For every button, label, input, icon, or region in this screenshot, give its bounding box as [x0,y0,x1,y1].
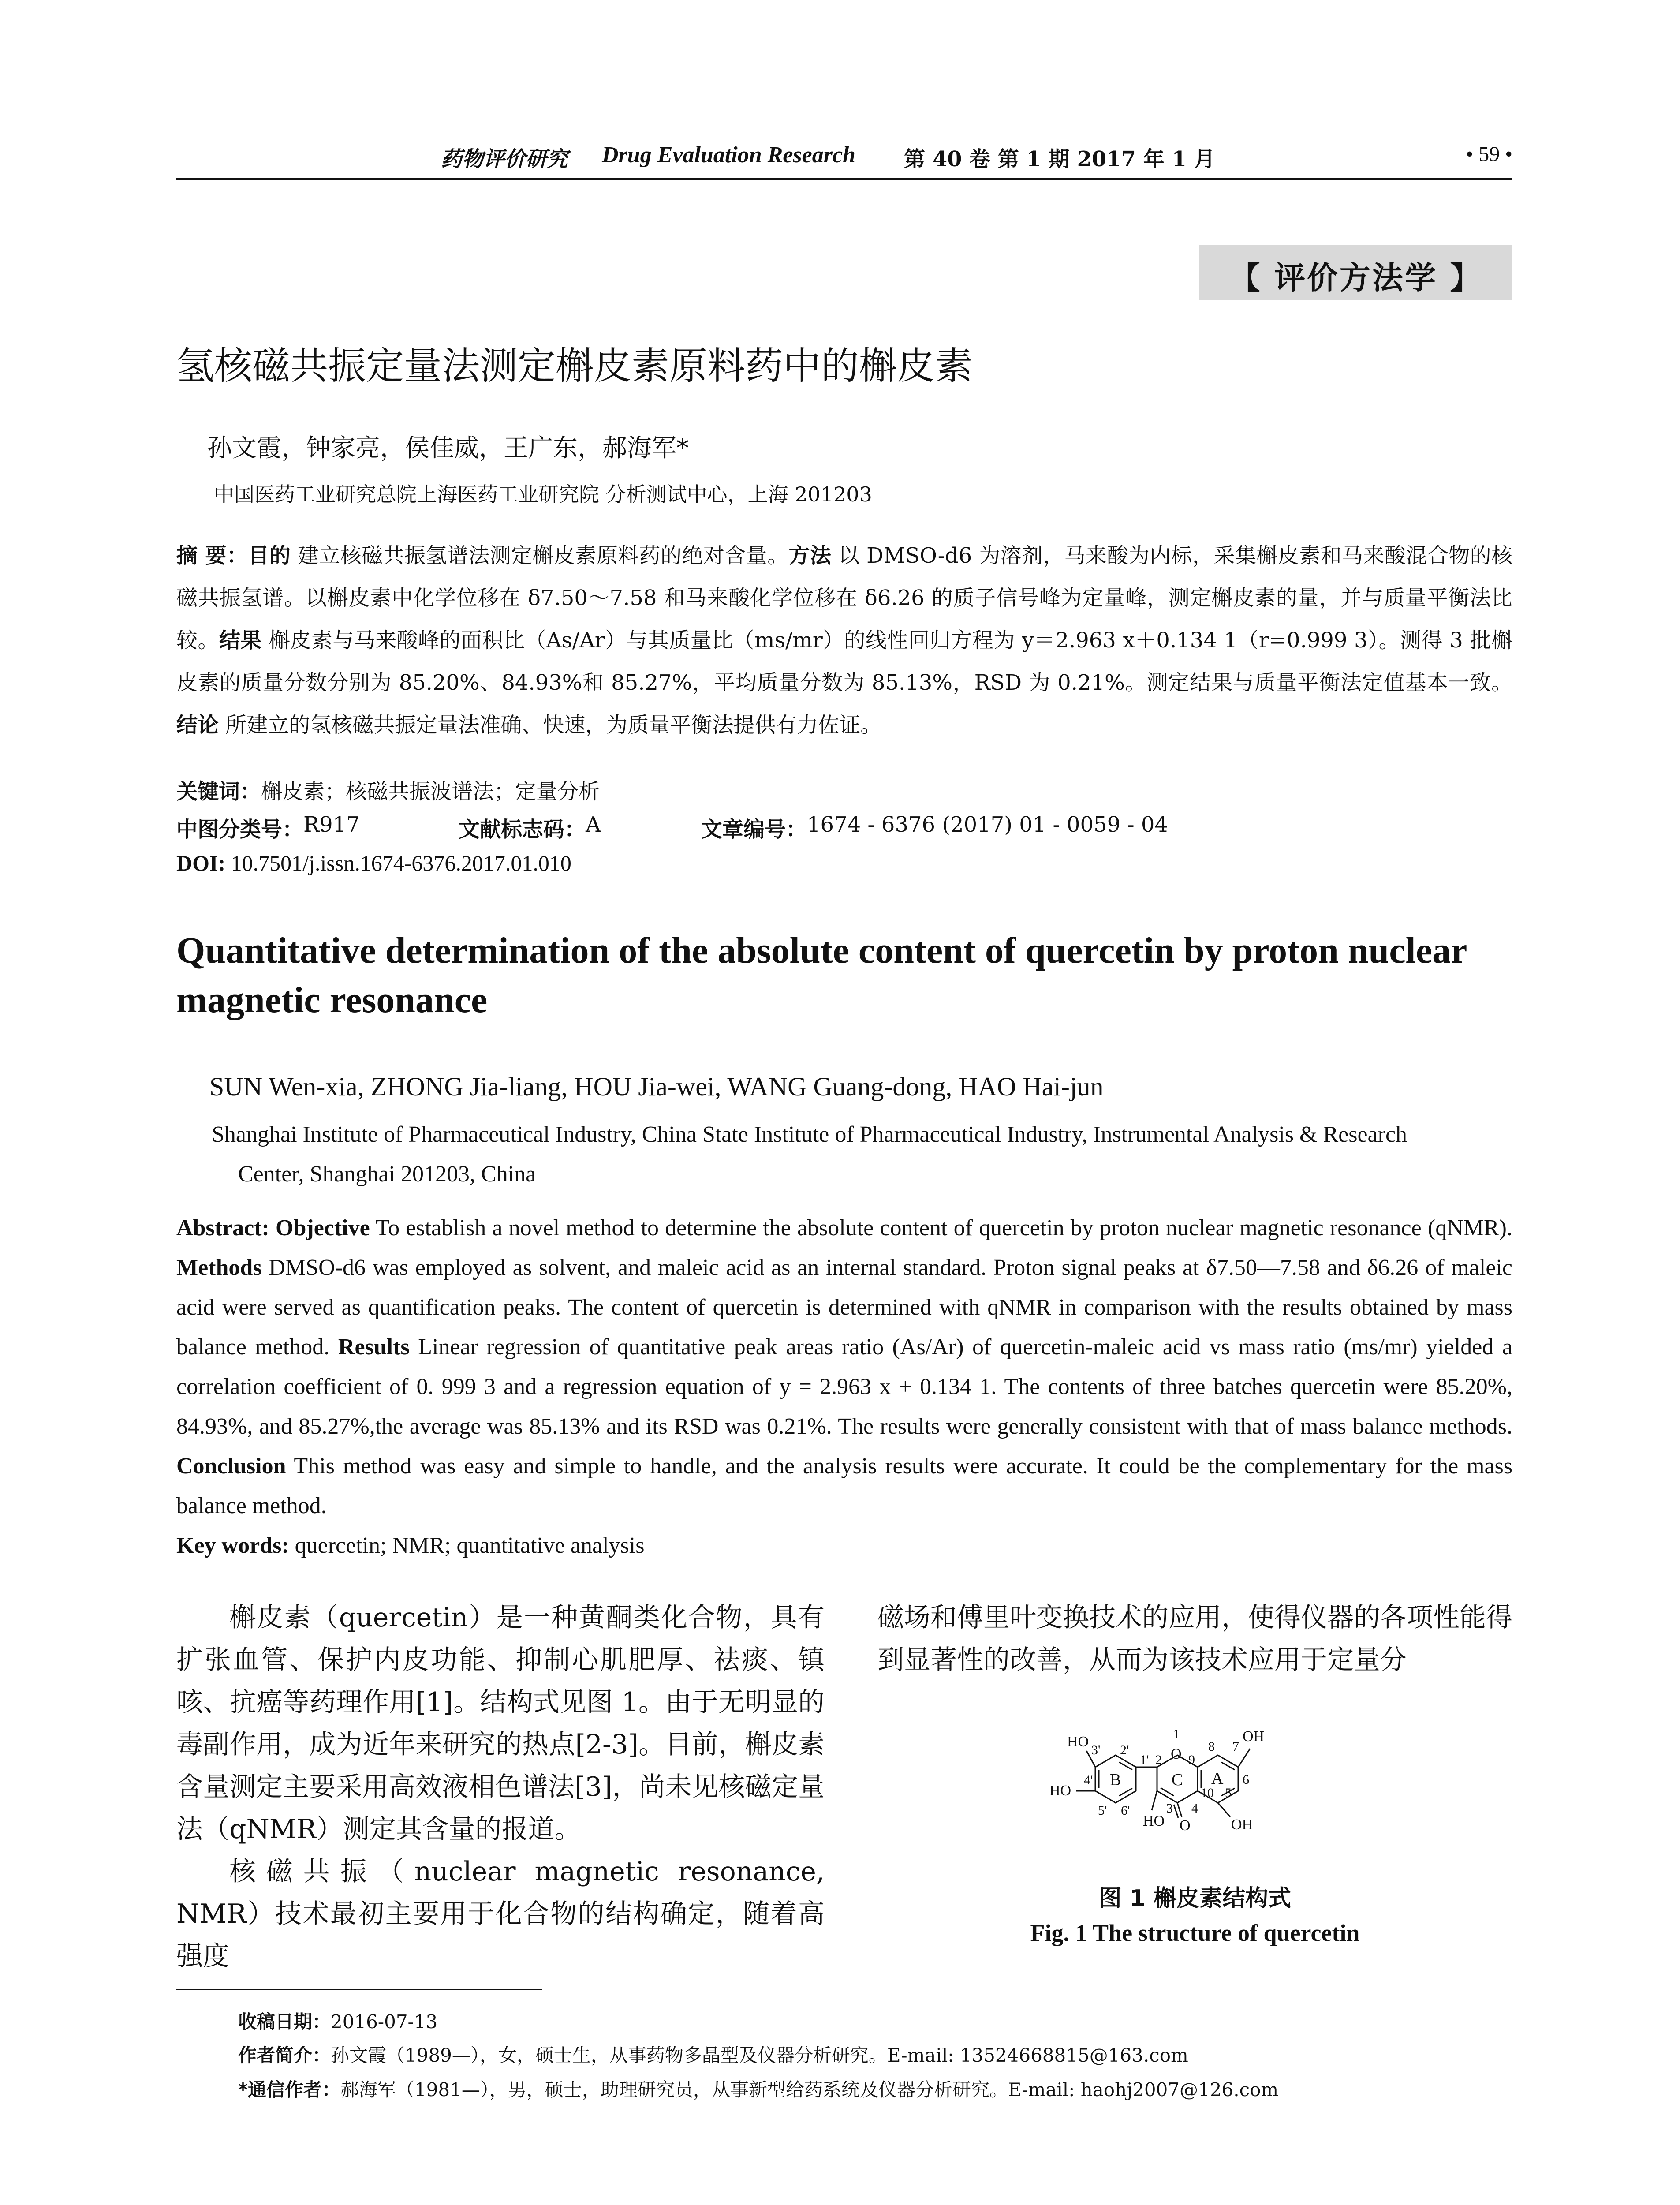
body-left-column [176,1596,825,1977]
doc-code [459,812,601,843]
cn-abstract [176,534,1512,746]
article-no-value: 1674 - 6376 (2017) 01 - 0059 - 04 [807,812,1168,837]
cn-objective-label: 目的 [248,543,291,568]
en-conclusion-label: Conclusion [176,1454,286,1479]
cn-keywords-label: 关键词： [176,779,261,804]
label-oh-7: OH [1243,1728,1265,1745]
doi [176,850,571,876]
article-number [701,812,1168,843]
num-10: 10 [1201,1786,1214,1800]
en-methods-label: Methods [176,1255,262,1280]
num-3p: 3' [1091,1743,1101,1757]
cn-classification-row [176,812,1512,842]
cn-affiliation: 中国医药工业研究总院上海医药工业研究院 分析测试中心，上海 201203 [214,482,872,506]
en-conclusion: This method was easy and simple to handle, and the analysis results were accurate. It could be the complementary for the mass balance method. [176,1454,1512,1518]
num-2p: 2' [1120,1743,1129,1757]
running-header [176,142,1512,173]
en-keywords-value: quercetin; NMR; quantitative analysis [289,1533,645,1558]
num-1p: 1' [1140,1753,1149,1767]
footnote-received [238,2007,437,2034]
en-keywords-label: Key words: [176,1533,289,1558]
footnote-corresponding [238,2075,1278,2102]
label-ho-3: HO [1143,1813,1165,1829]
cn-results-label: 结果 [219,628,262,653]
cn-methods-label: 方法 [788,543,832,568]
label-o-4: O [1180,1817,1191,1834]
en-affiliation-line-2: Center, Shanghai 201203, China [238,1162,536,1187]
num-1: 1 [1173,1727,1180,1742]
figure-caption-cn: 图 1 槲皮素结构式 [1098,1885,1292,1912]
column-tag-label: 【 评价方法学 】 [1229,259,1483,296]
num-2: 2 [1155,1753,1162,1767]
en-abstract [176,1208,1512,1526]
en-objective-label: Objective [276,1215,370,1241]
received-label: 收稿日期： [238,2011,331,2033]
num-9: 9 [1188,1753,1195,1767]
en-results-label: Results [338,1334,410,1360]
num-4: 4 [1191,1801,1198,1816]
volume-issue: 第 40 卷 第 1 期 2017 年 1 月 [904,147,1215,172]
article-no-label: 文章编号： [701,817,807,842]
cn-keywords-value: 槲皮素；核磁共振波谱法；定量分析 [261,779,600,804]
journal-name-cn: 药物评价研究 [441,147,568,172]
en-abstract-label: Abstract: [176,1215,269,1241]
label-ring-c: C [1172,1771,1183,1789]
cn-results: 槲皮素与马来酸峰的面积比（As/Ar）与其质量比（ms/mr）的线性回归方程为 y＝2.963 x＋0.134 1（r=0.999 3）。测得 3 批槲皮素的质量分数分别为 85.20%、84.93%和 85.27%，平均质量分数为 85.13%，RSD 为 0.21%。测定结果与质量平衡法定值基本一致。 [176,628,1512,695]
cn-keywords [176,774,600,805]
label-ring-b: B [1110,1771,1121,1789]
en-affiliation [212,1115,1512,1194]
doi-label: DOI: [176,851,226,875]
num-7: 7 [1232,1739,1239,1754]
label-oh-5: OH [1231,1816,1253,1833]
cn-title: 氢核磁共振定量法测定槲皮素原料药中的槲皮素 [176,344,973,388]
en-keywords [176,1532,644,1558]
num-5: 5 [1225,1786,1232,1800]
body-paragraph-2: 核磁共振（nuclear magnetic resonance, NMR）技术最初主要用于化合物的结构确定，随着高强度 [176,1856,825,1972]
body-right-column [877,1596,1512,1681]
label-o-1: O [1171,1746,1182,1762]
corresponding-label: *通信作者： [238,2079,340,2100]
body-paragraph-1: 槲皮素（quercetin）是一种黄酮类化合物，具有扩张血管、保护内皮功能、抑制心肌肥厚、祛痰、镇咳、抗癌等药理作用[1]。结构式见图 1。由于无明显的毒副作用，成为近年来研究的热点[2-3]。目前，槲皮素含量测定主要采用高效液相色谱法[3]，尚未见核磁定量法（qNMR）测定其含量的报道。 [176,1602,825,1845]
doc-code-label: 文献标志码： [459,817,586,842]
num-8: 8 [1208,1739,1215,1754]
body-paragraph-3: 磁场和傅里叶变换技术的应用，使得仪器的各项性能得到显著性的改善，从而为该技术应用于定量分 [877,1602,1512,1675]
en-results: Linear regression of quantitative peak areas ratio (As/Ar) of quercetin-maleic acid vs mass ratio (ms/mr) yielded a correlation coefficient of 0. 999 3 and a regression equation of y = 2.963 x + 0.134 1. The contents of three batches quercetin were 85.20%, 84.93%, and 85.27%,the average was 85.13% and its RSD was 0.21%. The results were generally consistent with that of mass balance methods. [176,1334,1513,1439]
cn-abstract-label: 摘 要： [176,543,248,568]
label-ho-4p: HO [1049,1783,1071,1799]
page-number: • 59 • [1466,142,1512,166]
author-bio: 孙文霞（1989—），女，硕士生，从事药物多晶型及仪器分析研究。E-mail: 13524668815@163.com [331,2044,1188,2066]
quercetin-structure-figure [1049,1685,1358,1870]
author-bio-label: 作者简介： [238,2044,331,2066]
en-methods: DMSO-d6 was employed as solvent, and maleic acid as an internal standard. Proton signal peaks at δ7.50—7.58 and δ6.26 of maleic acid were served as quantification peaks. The content of quercetin is determined with qNMR in comparison with the results obtained by mass balance method. [176,1255,1512,1360]
num-6p: 6' [1121,1803,1130,1818]
footnote-rule [176,1989,542,1990]
doi-value: 10.7501/j.issn.1674-6376.2017.01.010 [225,851,571,875]
corresponding-author: 郝海军（1981—），男，硕士，助理研究员，从事新型给药系统及仪器分析研究。E-mail: haohj2007@126.com [340,2079,1279,2100]
cn-conclusion: 所建立的氢核磁共振定量法准确、快速，为质量平衡法提供有力佐证。 [219,713,882,737]
cn-conclusion-label: 结论 [176,713,219,737]
journal-name-en: Drug Evaluation Research [602,142,855,168]
clc-value: R917 [303,812,360,837]
clc-label: 中图分类号： [176,817,304,842]
footnote-author [238,2041,1188,2067]
cn-objective: 建立核磁共振氢谱法测定槲皮素原料药的绝对含量。 [291,543,789,568]
num-3: 3 [1166,1801,1173,1816]
num-6: 6 [1243,1772,1249,1787]
header-rule [176,178,1512,180]
num-4p: 4' [1084,1773,1093,1787]
doc-code-value: A [586,812,601,837]
received-date: 2016-07-13 [331,2011,438,2033]
num-5p: 5' [1098,1803,1107,1818]
en-title: Quantitative determination of the absolute content of quercetin by proton nuclear magnetic resonance [176,930,1467,1020]
label-ho-3p: HO [1067,1734,1089,1750]
label-ring-a: A [1211,1769,1224,1788]
cn-methods: 以 DMSO-d6 为溶剂，马来酸为内标，采集槲皮素和马来酸混合物的核磁共振氢谱。以槲皮素中化学位移在 δ7.50～7.58 和马来酸化学位移在 δ6.26 的质子信号峰为定量峰，测定槲皮素的量，并与质量平衡法比较。 [176,543,1512,653]
cn-authors: 孙文霞，钟家亮，侯佳威，王广东，郝海军* [207,434,689,463]
en-objective: To establish a novel method to determine the absolute content of quercetin by proton nuclear magnetic resonance (qNMR). [370,1215,1512,1241]
en-authors: SUN Wen-xia, ZHONG Jia-liang, HOU Jia-wei, WANG Guang-dong, HAO Hai-jun [209,1072,1104,1101]
en-affiliation-line-1: Shanghai Institute of Pharmaceutical Industry, China State Institute of Pharmaceutical Industry, Instrumental Analysis & Research [212,1122,1407,1147]
figure-caption-en: Fig. 1 The structure of quercetin [1030,1920,1360,1946]
column-tag [1199,245,1512,300]
clc [176,812,360,843]
